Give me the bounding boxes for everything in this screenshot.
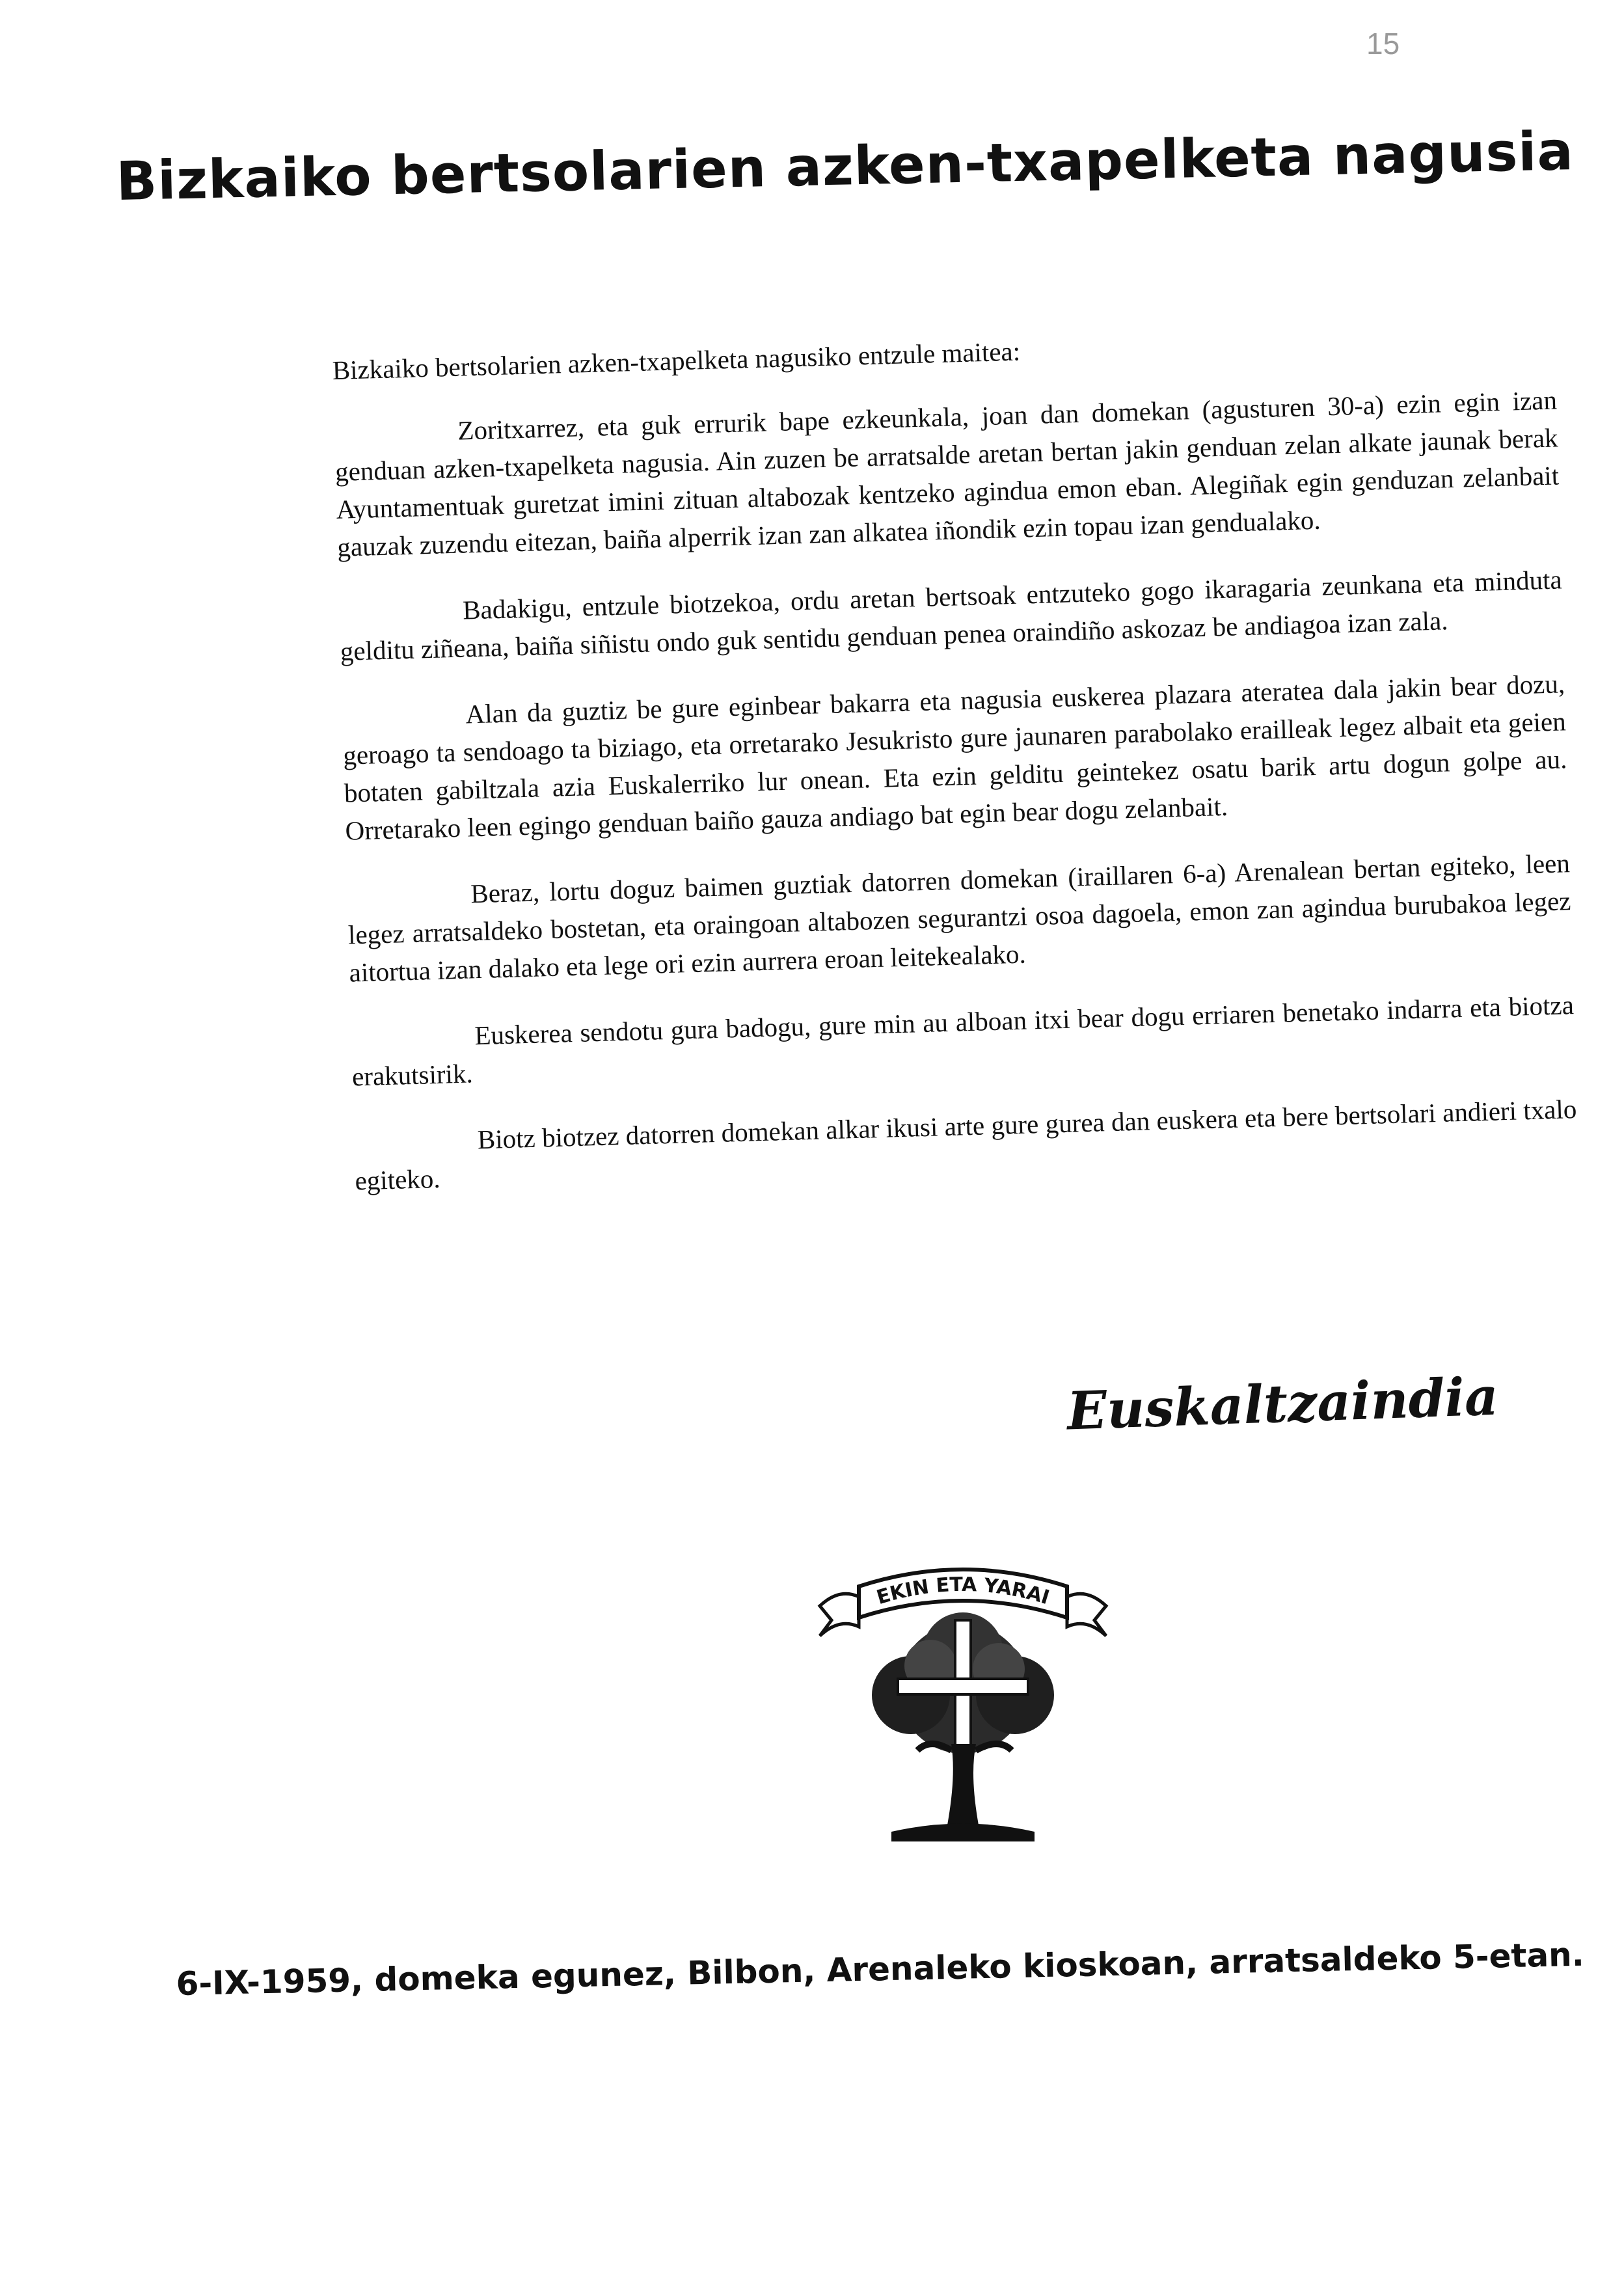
letter-body [332,318,1579,1229]
salutation: Bizkaiko bertsolarien azken-txapelketa nagusiko entzule maitea: [332,336,1021,385]
emblem-motto: EKIN ETA YARAI [874,1573,1052,1610]
paragraph-4: Beraz, lortu doguz baimen guztiak datorren domekan (iraillaren 6-a) Arenalean bertan egiteko, leen legez arratsaldeko bostetan, eta oraingoan altabozen segurantzi osoa dagoela, emon zan agindua burubakoa legez aitortua izan dalako eta lege ori ezin aurrera eroan leitekealako. [347,848,1571,988]
event-date-line: 6-IX-1959, domeka egunez, Bilbon, Arenaleko kioskoan, arratsaldeko 5-etan. [176,1935,1585,2003]
paragraph-2: Badakigu, entzule biotzekoa, ordu aretan bertsoak entzuteko gogo ikaragaria zeunkana eta minduta gelditu ziñeana, baiña siñistu ondo guk sentidu genduan penea oraindiño askozaz be andiagoa izan zala. [340,564,1563,666]
paragraph-3: Alan da guztiz be gure eginbear bakarra eta nagusia euskerea plazara ateratea dala jakin bear dozu, geroago ta sendoago ta biziago, eta orretarako Jesukristo gure jaunaren parabolako erailleak legez albait eta geien botaten gabiltzala azia Euskalerriko lur onean. Eta ezin gelditu geintekez osatu barik artu dogun golpe au. Orretarako leen egingo genduan baiño gauza andiago bat egin bear dogu zelanbait. [342,668,1567,846]
headline: Bizkaiko bertsolarien azken-txapelketa nagusia [115,120,1575,213]
paragraph-1: Zoritxarrez, eta guk errurik bape ezkeunkala, joan dan domekan (agusturen 30-a) ezin egin izan genduan azken-txapelketa nagusia. Ain zuzen be arratsalde aretan bertan jakin genduan zelan alkate jaunak berak Ayuntamentuak guretzat imini zituan altabozak kentzeko agindua emon eban. Alegiñak egin genduzan zelanbait gauzak zuzendu eitezan, baiña alperrik izan zan alkatea iñondik ezin topau izan gendualako. [334,385,1560,562]
oak-tree-cross-emblem-icon [813,1555,1113,1848]
paragraph-6: Biotz biotzez datorren domekan alkar ikusi arte gure gurea dan euskera eta bere bertsolari andieri txalo egiteko. [354,1094,1577,1196]
paragraph-5: Euskerea sendotu gura badogu, gure min au alboan itxi bear dogu erriaren benetako indarra eta biotza erakutsirik. [351,990,1575,1092]
page-number-mark: 15 [1366,27,1400,61]
signature: Euskaltzaindia [1066,1365,1500,1442]
emblem-graphic [813,1555,1113,1848]
